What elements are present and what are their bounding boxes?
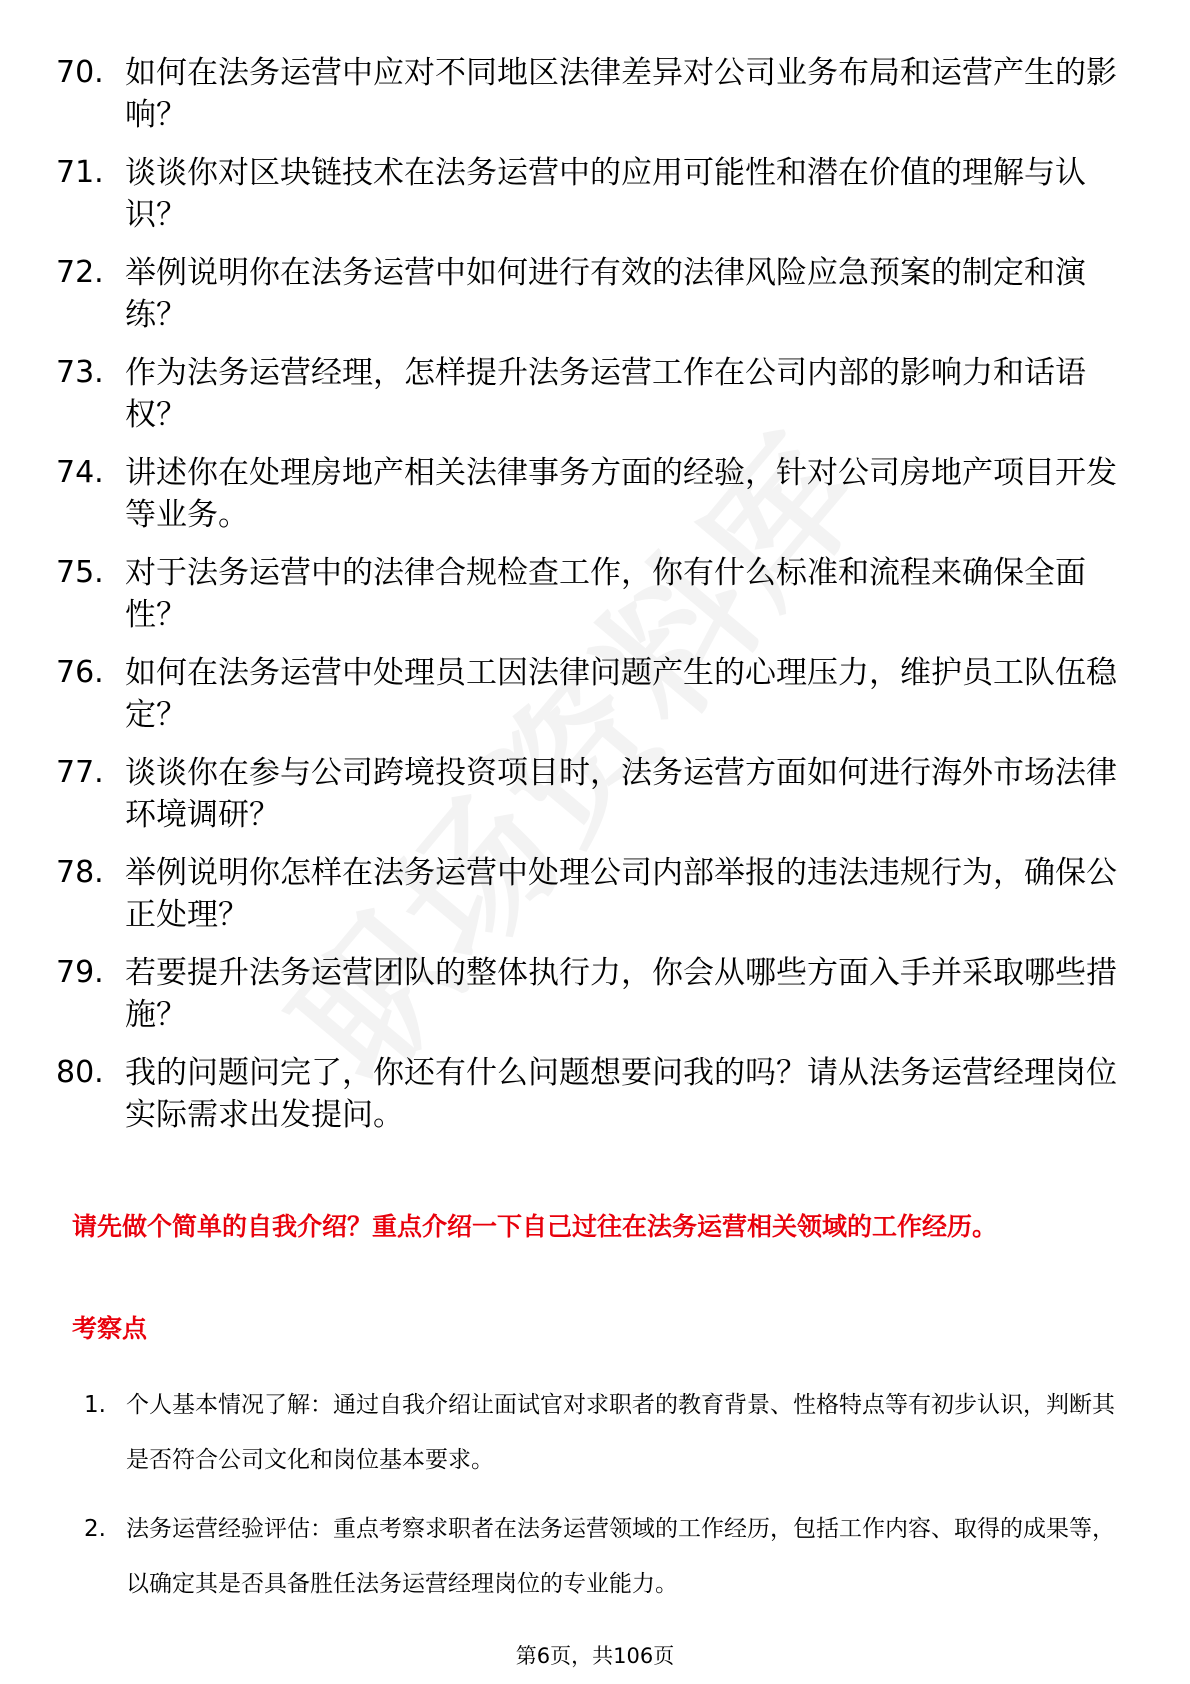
question-item xyxy=(56,352,1126,436)
page-number: 第6页，共106页 xyxy=(515,1644,675,1668)
question-text: 作为法务运营经理，怎样提升法务运营工作在公司内部的影响力和话语权？ xyxy=(125,355,1086,433)
question-number: 74. xyxy=(56,455,104,490)
section-heading: 请先做个简单的自我介绍？重点介绍一下自己过往在法务运营相关领域的工作经历。 xyxy=(72,1212,998,1241)
focus-point-text: 法务运营经验评估：重点考察求职者在法务运营领域的工作经历，包括工作内容、取得的成果等，以确定其是否具备胜任法务运营经理岗位的专业能力。 xyxy=(126,1516,1115,1597)
question-number: 70. xyxy=(56,55,104,90)
question-number: 78. xyxy=(56,855,104,890)
question-text: 谈谈你对区块链技术在法务运营中的应用可能性和潜在价值的理解与认识？ xyxy=(125,155,1086,233)
question-text: 举例说明你在法务运营中如何进行有效的法律风险应急预案的制定和演练？ xyxy=(125,255,1086,333)
question-item xyxy=(56,1052,1126,1136)
focus-points-label: 考察点 xyxy=(72,1314,148,1343)
focus-point-list xyxy=(84,1378,1124,1626)
focus-point-number: 2. xyxy=(84,1516,106,1542)
question-item xyxy=(56,552,1126,636)
question-number: 76. xyxy=(56,655,104,690)
question-text: 对于法务运营中的法律合规检查工作，你有什么标准和流程来确保全面性？ xyxy=(125,555,1086,633)
question-item xyxy=(56,52,1126,136)
question-text: 举例说明你怎样在法务运营中处理公司内部举报的违法违规行为，确保公正处理？ xyxy=(125,855,1117,933)
question-item xyxy=(56,852,1126,936)
question-item xyxy=(56,452,1126,536)
question-text: 谈谈你在参与公司跨境投资项目时，法务运营方面如何进行海外市场法律环境调研？ xyxy=(125,755,1117,833)
question-item xyxy=(56,252,1126,336)
question-item xyxy=(56,752,1126,836)
focus-point-text: 个人基本情况了解：通过自我介绍让面试官对求职者的教育背景、性格特点等有初步认识，判断其是否符合公司文化和岗位基本要求。 xyxy=(126,1392,1115,1473)
question-item xyxy=(56,652,1126,736)
focus-point-item xyxy=(84,1502,1124,1612)
focus-point-item xyxy=(84,1378,1124,1488)
question-item xyxy=(56,952,1126,1036)
question-number: 75. xyxy=(56,555,104,590)
question-number: 77. xyxy=(56,755,104,790)
question-text: 如何在法务运营中应对不同地区法律差异对公司业务布局和运营产生的影响？ xyxy=(125,55,1117,133)
question-text: 如何在法务运营中处理员工因法律问题产生的心理压力，维护员工队伍稳定？ xyxy=(125,655,1117,733)
question-text: 若要提升法务运营团队的整体执行力，你会从哪些方面入手并采取哪些措施？ xyxy=(125,955,1117,1033)
question-number: 79. xyxy=(56,955,104,990)
question-number: 72. xyxy=(56,255,104,290)
question-list xyxy=(56,52,1126,1152)
focus-point-number: 1. xyxy=(84,1392,106,1418)
question-text: 我的问题问完了，你还有什么问题想要问我的吗？请从法务运营经理岗位实际需求出发提问。 xyxy=(125,1055,1117,1133)
question-text: 讲述你在处理房地产相关法律事务方面的经验，针对公司房地产项目开发等业务。 xyxy=(125,455,1117,533)
question-item xyxy=(56,152,1126,236)
question-number: 71. xyxy=(56,155,104,190)
question-number: 80. xyxy=(56,1055,104,1090)
question-number: 73. xyxy=(56,355,104,390)
